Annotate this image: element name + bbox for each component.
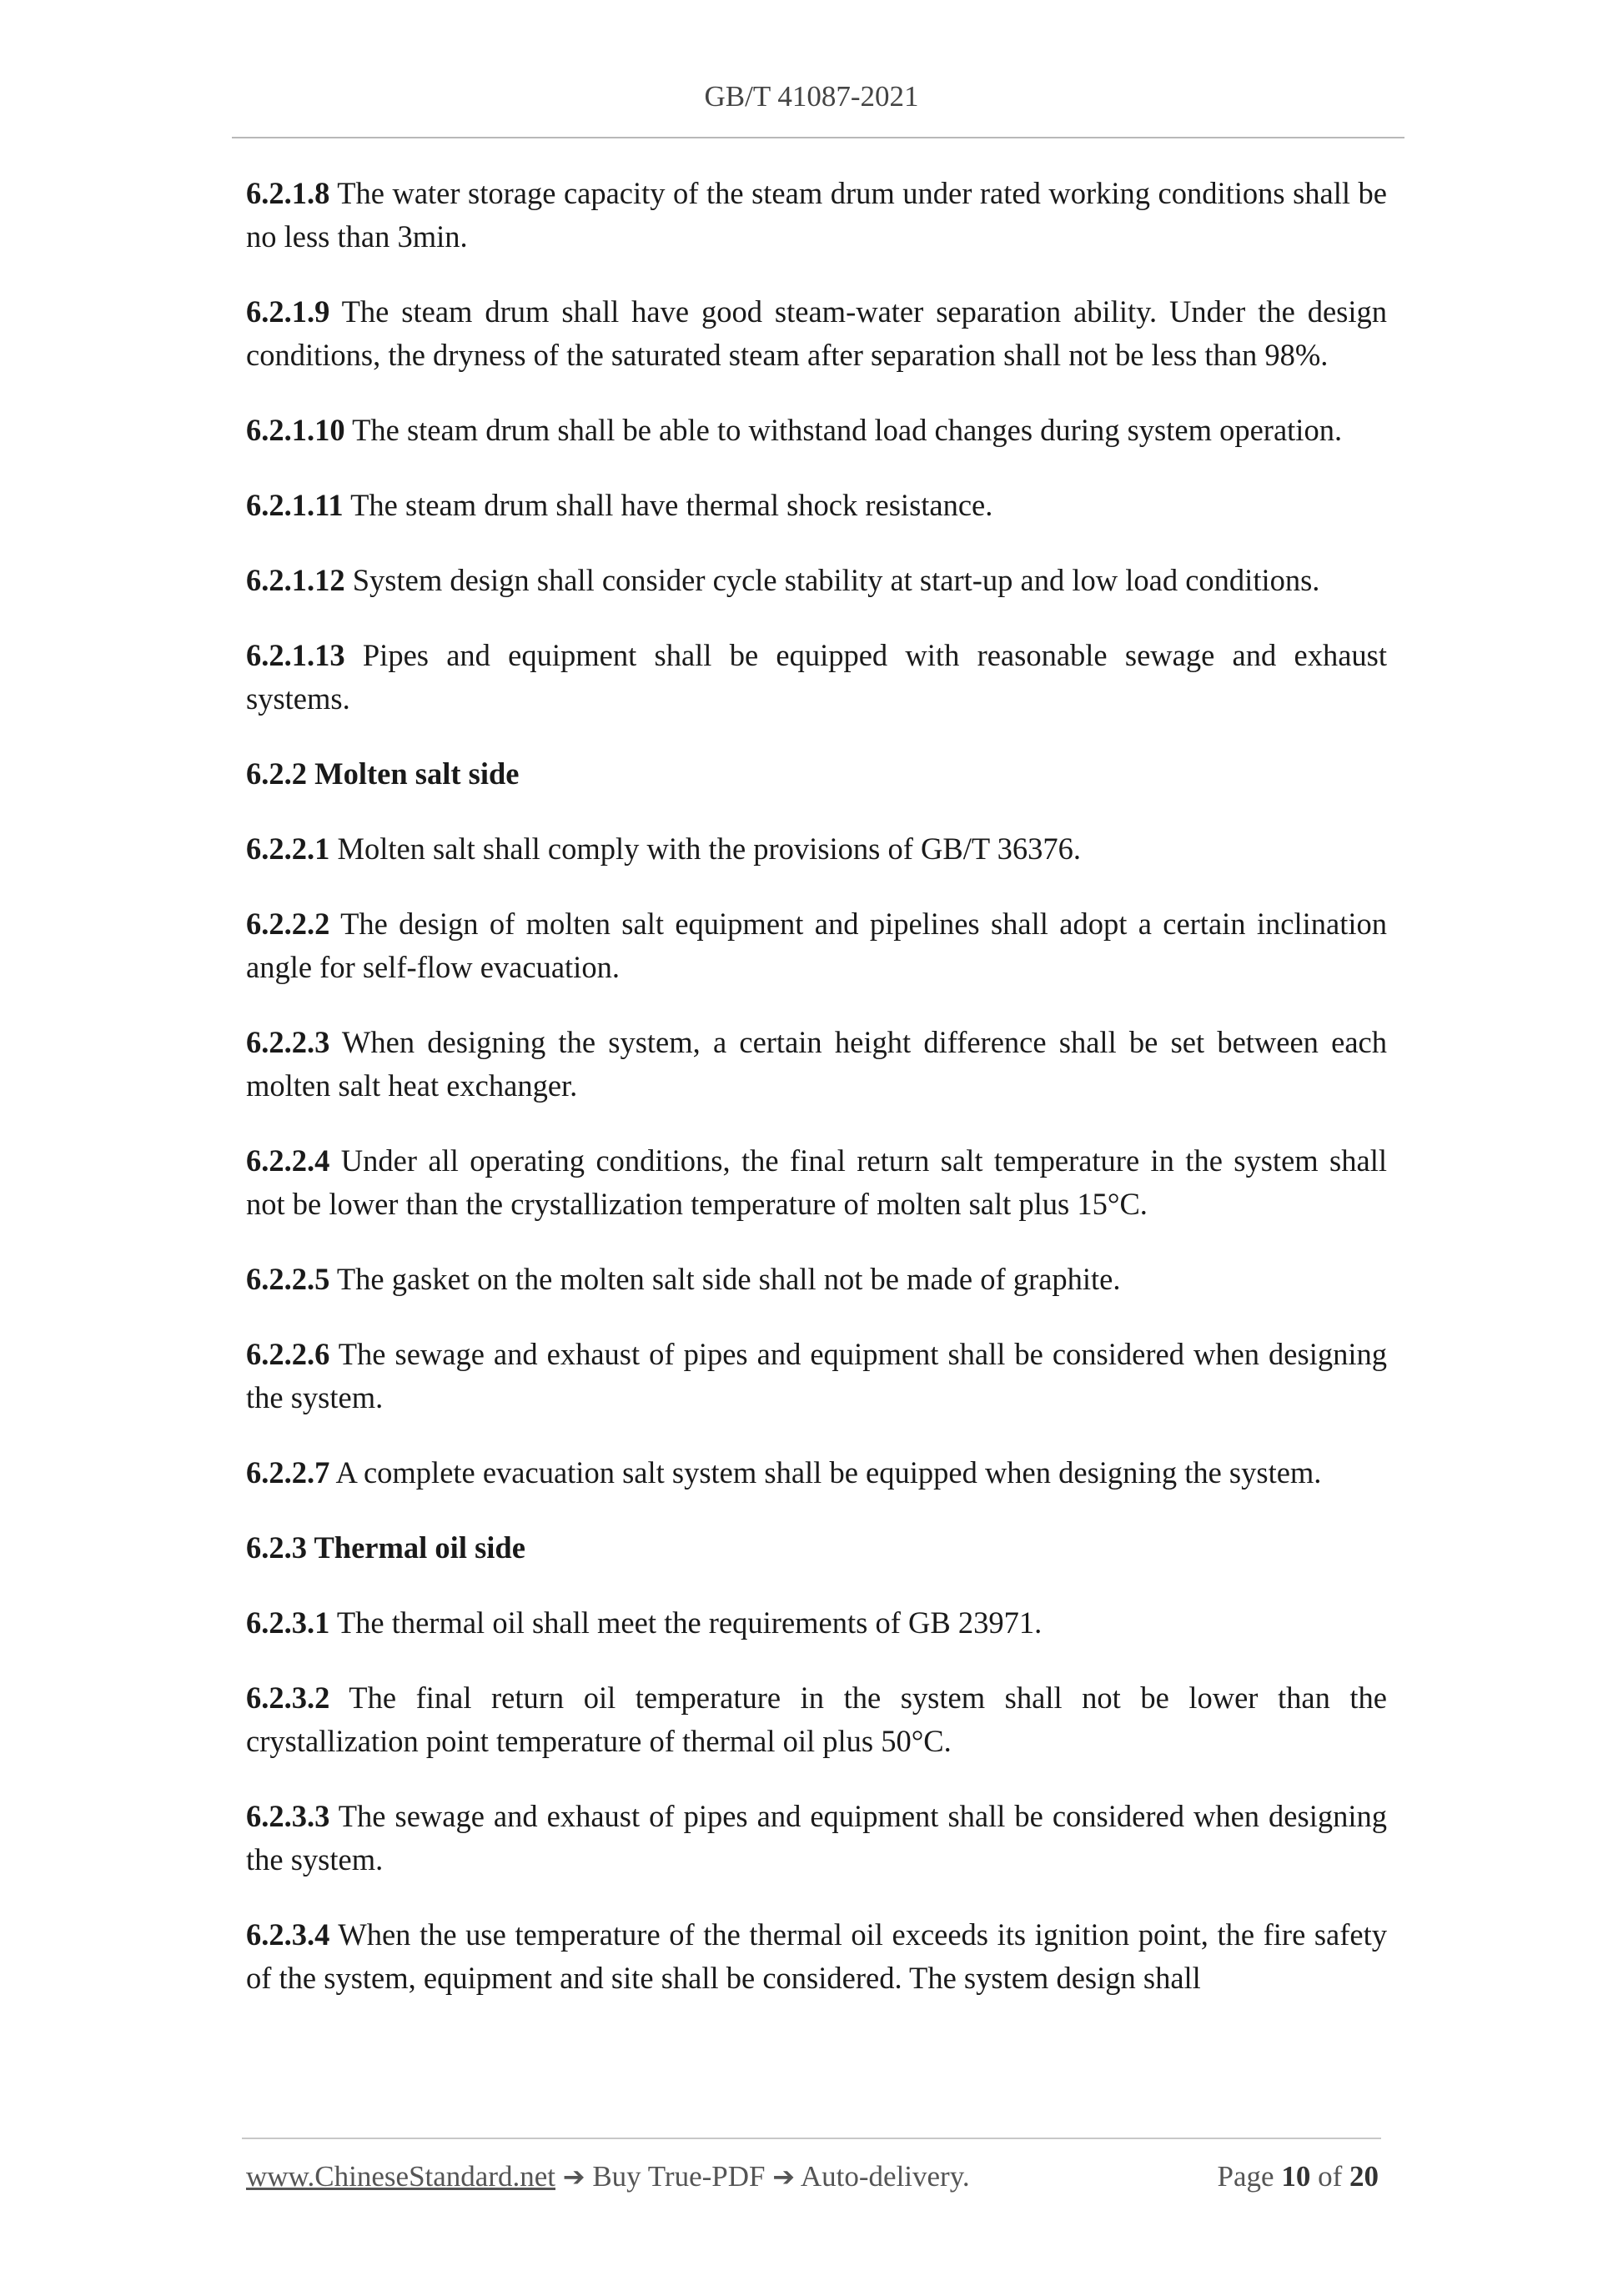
header-divider bbox=[232, 137, 1404, 138]
clause-text: The sewage and exhaust of pipes and equipment shall be considered when designing the system. bbox=[246, 1337, 1387, 1414]
page-number bbox=[1218, 2160, 1379, 2193]
footer-divider bbox=[242, 2138, 1381, 2139]
clause-number: 6.2.2.1 bbox=[246, 831, 330, 866]
clause-text: The final return oil temperature in the system shall not be lower than the crystallization point temperature of thermal oil plus 50°C. bbox=[246, 1681, 1387, 1758]
clause-text: When designing the system, a certain height difference shall be set between each molten salt heat exchanger. bbox=[246, 1025, 1387, 1103]
clause-text: The steam drum shall be able to withstand load changes during system operation. bbox=[344, 413, 1343, 447]
clause-paragraph bbox=[246, 827, 1387, 871]
clause-text: Pipes and equipment shall be equipped with reasonable sewage and exhaust systems. bbox=[246, 638, 1387, 716]
clause-text: A complete evacuation salt system shall be equipped when designing the system. bbox=[329, 1455, 1322, 1490]
clause-number: 6.2.1.10 bbox=[246, 413, 345, 447]
footer-left bbox=[246, 2160, 970, 2193]
page-total: 20 bbox=[1349, 2160, 1379, 2193]
clause-text: The sewage and exhaust of pipes and equipment shall be considered when designing the system. bbox=[246, 1799, 1387, 1876]
clause-number: 6.2.2.5 bbox=[246, 1262, 330, 1296]
section-heading: 6.2.2 Molten salt side bbox=[246, 756, 520, 791]
clause-text: System design shall consider cycle stability at start-up and low load conditions. bbox=[344, 563, 1320, 597]
clause-text: The thermal oil shall meet the requirements of GB 23971. bbox=[329, 1605, 1043, 1640]
clause-text: The steam drum shall have thermal shock resistance. bbox=[343, 488, 993, 522]
clause-number: 6.2.1.11 bbox=[246, 488, 344, 522]
clause-paragraph bbox=[246, 634, 1387, 721]
auto-delivery-text: Auto-delivery. bbox=[800, 2160, 970, 2193]
clause-number: 6.2.3.3 bbox=[246, 1799, 330, 1833]
clause-paragraph bbox=[246, 1676, 1387, 1763]
clause-number: 6.2.3.2 bbox=[246, 1681, 330, 1715]
clause-paragraph bbox=[246, 1021, 1387, 1108]
clause-paragraph bbox=[246, 1451, 1387, 1495]
document-body bbox=[246, 172, 1387, 2032]
clause-paragraph bbox=[246, 1601, 1387, 1645]
arrow-right-icon: ➔ bbox=[772, 2161, 796, 2193]
clause-paragraph bbox=[246, 559, 1387, 602]
clause-number: 6.2.3.1 bbox=[246, 1605, 330, 1640]
clause-text: Under all operating conditions, the final return salt temperature in the system shall not be lower than the crystallization temperature of molten salt plus 15°C. bbox=[246, 1143, 1387, 1221]
document-header: GB/T 41087-2021 bbox=[704, 80, 919, 113]
clause-text: The water storage capacity of the steam drum under rated working conditions shall be no less than 3min. bbox=[246, 176, 1387, 254]
arrow-right-icon: ➔ bbox=[562, 2161, 585, 2193]
clause-paragraph bbox=[246, 1795, 1387, 1882]
page-current: 10 bbox=[1281, 2160, 1311, 2193]
clause-paragraph bbox=[246, 1333, 1387, 1419]
page-label: Page bbox=[1217, 2160, 1274, 2193]
clause-text: The steam drum shall have good steam-water separation ability. Under the design conditions, the dryness of the saturated steam after separation shall not be less than 98%. bbox=[246, 294, 1387, 372]
clause-number: 6.2.1.8 bbox=[246, 176, 330, 210]
clause-paragraph bbox=[246, 902, 1387, 989]
website-link[interactable]: www.ChineseStandard.net bbox=[246, 2160, 555, 2193]
clause-text: Molten salt shall comply with the provisions of GB/T 36376. bbox=[329, 831, 1082, 866]
clause-paragraph bbox=[246, 290, 1387, 377]
clause-paragraph bbox=[246, 409, 1387, 452]
clause-number: 6.2.1.12 bbox=[246, 563, 345, 597]
page-footer bbox=[246, 2160, 1379, 2193]
clause-number: 6.2.1.13 bbox=[246, 638, 345, 672]
clause-paragraph bbox=[246, 1139, 1387, 1226]
page-of-label: of bbox=[1318, 2160, 1343, 2193]
clause-paragraph bbox=[246, 172, 1387, 259]
clause-paragraph bbox=[246, 1913, 1387, 2000]
section-heading: 6.2.3 Thermal oil side bbox=[246, 1530, 525, 1565]
clause-number: 6.2.2.4 bbox=[246, 1143, 330, 1178]
clause-number: 6.2.3.4 bbox=[246, 1917, 330, 1952]
clause-paragraph bbox=[246, 484, 1387, 527]
clause-number: 6.2.1.9 bbox=[246, 294, 330, 329]
clause-number: 6.2.2.3 bbox=[246, 1025, 330, 1059]
clause-paragraph bbox=[246, 1258, 1387, 1301]
clause-number: 6.2.2.6 bbox=[246, 1337, 330, 1371]
clause-number: 6.2.2.7 bbox=[246, 1455, 330, 1490]
clause-text: The gasket on the molten salt side shall not be made of graphite. bbox=[329, 1262, 1121, 1296]
buy-pdf-text: Buy True-PDF bbox=[592, 2160, 766, 2193]
clause-number: 6.2.2.2 bbox=[246, 907, 330, 941]
clause-text: The design of molten salt equipment and pipelines shall adopt a certain inclination angle for self-flow evacuation. bbox=[246, 907, 1387, 984]
clause-text: When the use temperature of the thermal oil exceeds its ignition point, the fire safety of the system, equipment and site shall be considered. The system design shall bbox=[246, 1917, 1387, 1995]
